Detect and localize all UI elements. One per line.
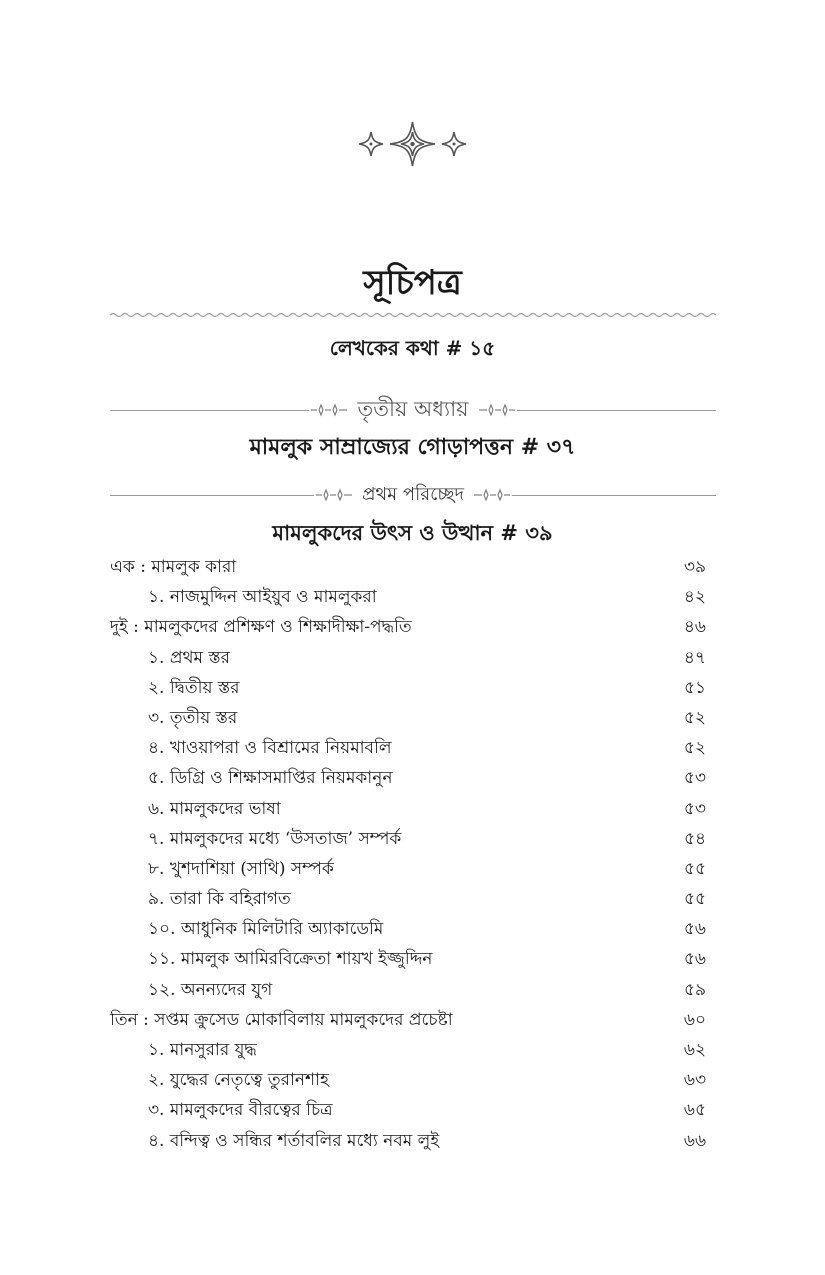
toc-entry[interactable] <box>110 703 706 733</box>
toc-page-number: ৫৩ <box>683 768 706 789</box>
toc-entry-title: ৫. ডিগ্রি ও শিক্ষাসমাপ্তির নিয়মকানুন <box>148 768 393 789</box>
toc-entry[interactable] <box>110 824 706 854</box>
toc-entry[interactable] <box>110 1095 706 1125</box>
chapter-label: প্রথম পরিচ্ছেদ <box>362 483 464 505</box>
toc-entry[interactable] <box>110 884 706 914</box>
toc-entry-title: ৯. তারা কি বহিরাগত <box>148 889 291 910</box>
toc-entry-title: ১. প্রথম স্তর <box>148 647 230 668</box>
toc-page-number: ৬০ <box>683 1009 706 1030</box>
toc-entry-title: ২. দ্বিতীয় স্তর <box>148 677 240 698</box>
toc-page-number: ৫৯ <box>683 979 706 1000</box>
star-flourish-icon <box>472 488 512 502</box>
toc-entry-title: ৩. তৃতীয় স্তর <box>148 707 238 728</box>
toc-entry[interactable] <box>110 794 706 824</box>
toc-entry-title: তিন : সপ্তম ক্রুসেড মোকাবিলায় মামলুকদের প্রচেষ্টা <box>110 1009 453 1030</box>
star-flourish-icon <box>477 403 517 417</box>
toc-page-number: ৫৬ <box>683 949 706 970</box>
toc-page-number: ৬৫ <box>683 1100 706 1121</box>
toc-page-number: ৫৬ <box>683 919 706 940</box>
toc-entry[interactable] <box>110 733 706 763</box>
part-divider <box>110 395 716 425</box>
toc-entry-title: ১১. মামলুক আমিরবিক্রেতা শায়খ ইজ্জুদ্দিন <box>148 949 433 970</box>
toc-entry[interactable] <box>110 1005 706 1035</box>
toc-page-number: ৫২ <box>683 707 706 728</box>
toc-entry[interactable] <box>110 1035 706 1065</box>
toc-entry-title: ১২. অনন্যদের যুগ <box>148 979 273 1000</box>
toc-entry-title: ৬. মামলুকদের ভাষা <box>148 798 281 819</box>
divider-line <box>512 495 716 496</box>
toc-page-number: ৫৫ <box>683 889 706 910</box>
toc-entry[interactable] <box>110 643 706 673</box>
toc-page-number: ৫১ <box>683 677 706 698</box>
toc-page-number: ৬২ <box>683 1040 706 1060</box>
toc-entry[interactable] <box>110 582 706 612</box>
chapter-divider <box>110 480 716 510</box>
toc-entry[interactable] <box>110 975 706 1005</box>
star-flourish-icon <box>314 488 354 502</box>
divider-line <box>110 410 309 411</box>
toc-page-number: ৪৭ <box>683 647 706 668</box>
toc-entry-title: ৪. খাওয়াপরা ও বিশ্রামের নিয়মাবলি <box>148 738 392 759</box>
wavy-rule <box>110 311 716 319</box>
toc-page-number: ৬৩ <box>683 1070 706 1091</box>
toc-entry-title: ১. নাজমুদ্দিন আইয়ুব ও মামলুকরা <box>148 587 377 608</box>
toc-entry-title: ১০. আধুনিক মিলিটারি অ্যাকাডেমি <box>148 919 384 940</box>
toc-entry[interactable] <box>110 612 706 642</box>
toc-entry-title: ২. যুদ্ধের নেতৃত্বে তুরানশাহ <box>148 1070 329 1091</box>
toc-page-number: ৬৬ <box>683 1130 706 1151</box>
toc-page-number: ৪২ <box>683 587 706 608</box>
divider-line <box>517 410 716 411</box>
chapter-title: মামলুকদের উৎস ও উত্থান # ৩৯ <box>272 520 553 545</box>
toc-entry[interactable] <box>110 673 706 703</box>
toc-entry-title: ৮. খুশদাশিয়া (সাথি) সম্পর্ক <box>148 858 334 879</box>
part-label: তৃতীয় অধ্যায় <box>357 396 469 421</box>
divider-line <box>110 495 314 496</box>
toc-page-number: ৫৩ <box>683 798 706 819</box>
toc-page-number: ৪৬ <box>683 617 706 638</box>
star-flourish-icon <box>309 403 349 417</box>
toc-page-number: ৫৫ <box>683 858 706 879</box>
toc-entry-title: ১. মানসুরার যুদ্ধ <box>148 1040 257 1060</box>
toc-entry-title: এক : মামলুক কারা <box>110 557 237 577</box>
toc-entry[interactable] <box>110 552 706 582</box>
toc-page-number: ৫২ <box>683 738 706 759</box>
toc-page-number: ৩৯ <box>683 557 706 577</box>
toc-entry-title: ৩. মামলুকদের বীরত্বের চিত্র <box>148 1100 333 1121</box>
toc-entry[interactable] <box>110 1065 706 1095</box>
toc-entry[interactable] <box>110 1126 706 1156</box>
toc-page-number: ৫৪ <box>683 828 706 849</box>
toc-list <box>110 552 706 1156</box>
toc-entry-title: দুই : মামলুকদের প্রশিক্ষণ ও শিক্ষাদীক্ষা-পদ্ধতি <box>110 617 412 638</box>
toc-entry[interactable] <box>110 944 706 974</box>
star-ornament-icon <box>355 118 470 170</box>
page-title: সূচিপত্র <box>363 263 462 303</box>
part-title: মামলুক সাম্রাজ্যের গোড়াপত্তন # ৩৭ <box>249 434 576 460</box>
toc-entry-title: ৭. মামলুকদের মধ্যে ‘উসতাজ’ সম্পর্ক <box>148 828 402 849</box>
toc-entry[interactable] <box>110 763 706 793</box>
toc-entry[interactable] <box>110 914 706 944</box>
preface-entry: লেখকের কথা # ১৫ <box>329 336 496 360</box>
toc-entry[interactable] <box>110 854 706 884</box>
toc-entry-title: ৪. বন্দিত্ব ও সন্ধির শর্তাবলির মধ্যে নবম লুই <box>148 1130 440 1151</box>
